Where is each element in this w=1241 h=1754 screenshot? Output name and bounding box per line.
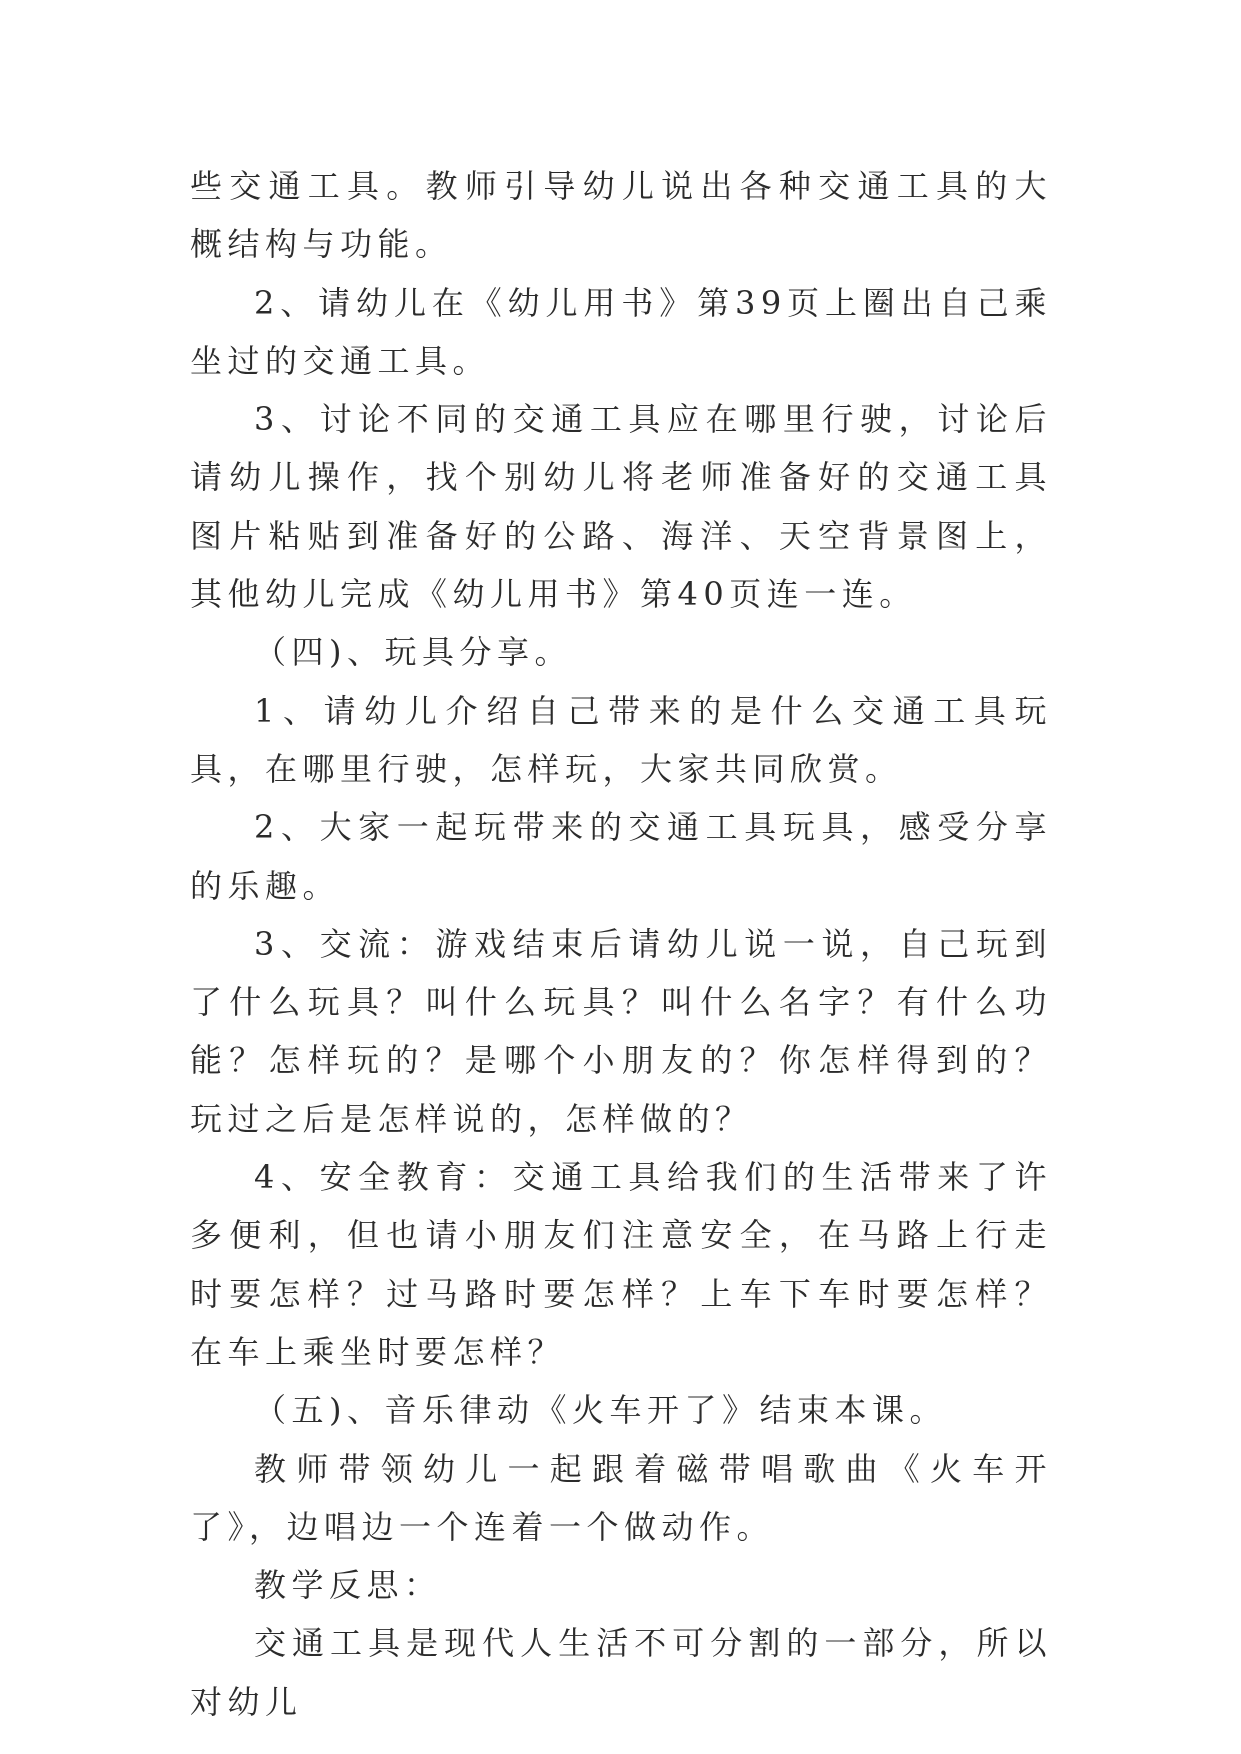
paragraph-share-3: 3、交流：游戏结束后请幼儿说一说，自己玩到了什么玩具？叫什么玩具？叫什么名字？有什么功能？怎样玩的？是哪个小朋友的？你怎样得到的？玩过之后是怎样说的，怎样做的？ — [190, 924, 1052, 1138]
paragraph-share-2: 2、大家一起玩带来的交通工具玩具，感受分享的乐趣。 — [190, 808, 1052, 905]
paragraph-step-3: 3、讨论不同的交通工具应在哪里行驶，讨论后请幼儿操作，找个别幼儿将老师准备好的交通工具图片粘贴到准备好的公路、海洋、天空背景图上，其他幼儿完成《幼儿用书》第40页连一连。 — [190, 400, 1052, 614]
paragraph-reflection: 交通工具是现代人生活不可分割的一部分，所以对幼儿 — [190, 1624, 1052, 1721]
section-heading-five: （五)、音乐律动《火车开了》结束本课。 — [254, 1391, 947, 1430]
document-body — [190, 157, 1052, 1731]
paragraph-continuation: 些交通工具。教师引导幼儿说出各种交通工具的大概结构与功能。 — [190, 167, 1052, 264]
paragraph-share-1: 1、请幼儿介绍自己带来的是什么交通工具玩具，在哪里行驶，怎样玩，大家共同欣赏。 — [190, 691, 1052, 788]
reflection-heading: 教学反思： — [254, 1566, 442, 1605]
section-heading-four: （四)、玩具分享。 — [254, 633, 572, 672]
paragraph-step-2: 2、请幼儿在《幼儿用书》第39页上圈出自己乘坐过的交通工具。 — [190, 283, 1052, 380]
paragraph-share-4: 4、安全教育：交通工具给我们的生活带来了许多便利，但也请小朋友们注意安全，在马路上行走时要怎样？过马路时要怎样？上车下车时要怎样？在车上乘坐时要怎样？ — [190, 1158, 1052, 1371]
paragraph-music: 教师带领幼儿一起跟着磁带唱歌曲《火车开了》，边唱边一个连着一个做动作。 — [190, 1449, 1052, 1546]
